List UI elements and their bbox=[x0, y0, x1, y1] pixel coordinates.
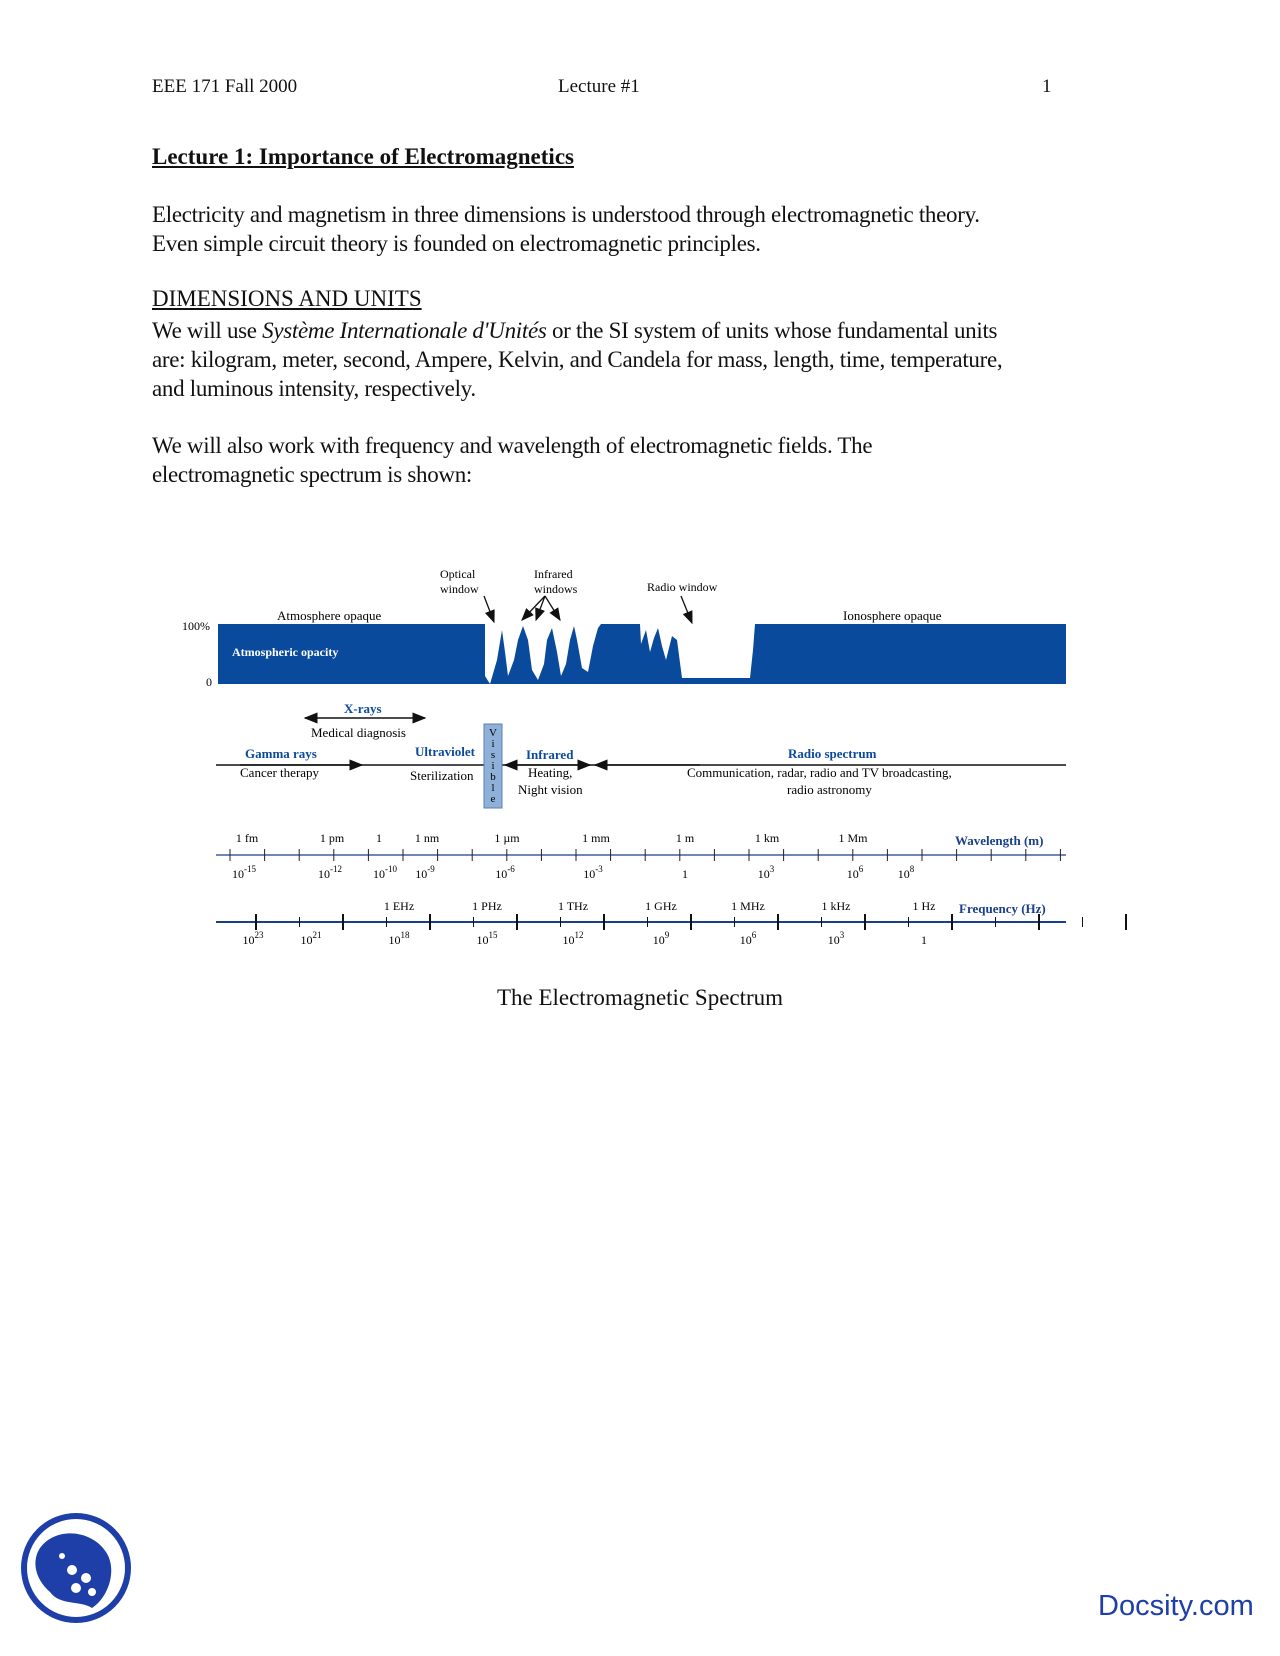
optical-window-label-2: window bbox=[440, 582, 479, 596]
wavelength-unit-label: 1 Mm bbox=[838, 831, 868, 845]
optical-window-label-1: Optical bbox=[440, 567, 476, 581]
docsity-watermark: Docsity.com bbox=[1098, 1590, 1254, 1622]
figure-caption: The Electromagnetic Spectrum bbox=[496, 985, 784, 1010]
wavelength-unit-label: 1 km bbox=[754, 831, 780, 845]
gamma-label: Gamma rays bbox=[245, 746, 317, 761]
wavelength-unit-label: 1 m bbox=[675, 831, 695, 845]
xrays-use: Medical diagnosis bbox=[311, 725, 406, 740]
units-line-2: are: kilogram, meter, second, Ampere, Kelvin, and Candela for mass, length, time, temperature, bbox=[152, 347, 1003, 372]
wavelength-unit-label: 1 mm bbox=[582, 831, 610, 845]
wavelength-exponent-label: $10^{-15}$ bbox=[232, 864, 256, 881]
frequency-unit-label: 1 Hz bbox=[912, 899, 936, 913]
radio-use-2: radio astronomy bbox=[787, 782, 872, 797]
wavelength-unit-label: 1 fm bbox=[235, 831, 259, 845]
wavelength-exponent-label: $10^6$ bbox=[846, 864, 864, 881]
frequency-unit-label: 1 THz bbox=[557, 899, 589, 913]
uv-use: Sterilization bbox=[410, 768, 474, 783]
visible-letter: i bbox=[491, 760, 495, 772]
radio-window-arrow bbox=[681, 596, 692, 623]
atmosphere-opaque-label: Atmosphere opaque bbox=[277, 608, 382, 623]
intro-line-2: Even simple circuit theory is founded on electromagnetic principles. bbox=[152, 231, 761, 256]
wavelength-unit-labels bbox=[236, 831, 868, 845]
visible-letter: s bbox=[490, 749, 496, 761]
wavelength-unit-label: 1 pm bbox=[319, 831, 345, 845]
atmospheric-opacity-curve bbox=[218, 624, 1066, 684]
wavelength-unit-label: 1 bbox=[376, 831, 382, 845]
units-line-3: and luminous intensity, respectively. bbox=[152, 376, 476, 401]
frequency-exponent-label: 1 bbox=[921, 933, 927, 947]
frequency-unit-label: 1 GHz bbox=[645, 899, 677, 913]
frequency-exponent-label: $10^6$ bbox=[739, 930, 757, 947]
spectrum-intro-line-1: We will also work with frequency and wavelength of electromagnetic fields. The bbox=[152, 433, 873, 458]
visible-letter: b bbox=[490, 771, 496, 783]
frequency-exponent-label: $10^9$ bbox=[652, 930, 670, 947]
infrared-windows-label-1: Infrared bbox=[534, 567, 573, 581]
section-heading-units: DIMENSIONS AND UNITS bbox=[152, 286, 422, 311]
infrared-label: Infrared bbox=[526, 747, 574, 762]
wavelength-exponent-label: $10^{-10}$ bbox=[373, 864, 397, 881]
frequency-unit-label: 1 kHz bbox=[821, 899, 851, 913]
infrared-use-1: Heating, bbox=[528, 765, 573, 780]
frequency-unit-label: 1 MHz bbox=[731, 899, 765, 913]
spectrum-intro-line-2: electromagnetic spectrum is shown: bbox=[152, 462, 473, 487]
radio-use-1: Communication, radar, radio and TV broadcasting, bbox=[687, 765, 952, 780]
wavelength-exponent-label: 1 bbox=[682, 867, 688, 881]
wavelength-unit-label: 1 nm bbox=[414, 831, 440, 845]
wavelength-exponent-label: $10^{-9}$ bbox=[415, 864, 435, 881]
radio-label: Radio spectrum bbox=[788, 746, 877, 761]
opacity-axis-0: 0 bbox=[206, 675, 212, 689]
ionosphere-opaque-label: Ionosphere opaque bbox=[843, 608, 942, 623]
docsity-logo-icon bbox=[20, 1512, 132, 1624]
visible-letter: e bbox=[490, 793, 496, 805]
frequency-exponent-label: $10^{21}$ bbox=[300, 930, 322, 947]
infrared-windows-label-2: windows bbox=[534, 582, 578, 596]
opacity-axis-100: 100% bbox=[182, 619, 210, 633]
xrays-label: X-rays bbox=[344, 701, 382, 716]
visible-letter: i bbox=[491, 738, 495, 750]
infrared-window-arrow-1 bbox=[522, 596, 545, 620]
frequency-unit-label: 1 EHz bbox=[383, 899, 415, 913]
visible-letter: l bbox=[491, 782, 495, 794]
frequency-exponent-label: $10^{15}$ bbox=[476, 930, 498, 947]
infrared-window-arrow-3 bbox=[545, 596, 560, 620]
frequency-exponent-label: $10^{23}$ bbox=[242, 930, 264, 947]
gamma-use: Cancer therapy bbox=[240, 765, 320, 780]
page-number: 1 bbox=[1042, 76, 1052, 97]
visible-letter: V bbox=[489, 727, 497, 739]
frequency-exponent-label: $10^{12}$ bbox=[562, 930, 584, 947]
wavelength-axis-label: Wavelength (m) bbox=[955, 833, 1044, 848]
wavelength-exponent-label: $10^{-3}$ bbox=[583, 864, 603, 881]
atmospheric-opacity-label: Atmospheric opacity bbox=[232, 645, 339, 659]
radio-window-label: Radio window bbox=[647, 580, 718, 594]
optical-window-arrow bbox=[484, 596, 494, 622]
intro-line-1: Electricity and magnetism in three dimensions is understood through electromagnetic theory. bbox=[152, 202, 980, 227]
si-name: Système Internationale d'Unités bbox=[262, 318, 547, 343]
running-header-lecture: Lecture #1 bbox=[558, 76, 640, 97]
wavelength-exponent-label: $10^3$ bbox=[757, 864, 775, 881]
frequency-ticks bbox=[256, 914, 1126, 930]
frequency-axis-label: Frequency (Hz) bbox=[959, 901, 1046, 916]
wavelength-exponent-label: $10^{-6}$ bbox=[495, 864, 515, 881]
wavelength-exponent-label: $10^8$ bbox=[897, 864, 915, 881]
wavelength-exponent-labels bbox=[232, 864, 915, 881]
frequency-exponent-label: $10^3$ bbox=[827, 930, 845, 947]
frequency-unit-label: 1 PHz bbox=[472, 899, 502, 913]
frequency-exponent-labels bbox=[243, 930, 928, 947]
units-line-1: We will use Système Internationale d'Unités or the SI system of units whose fundamental units bbox=[152, 318, 998, 343]
lecture-title: Lecture 1: Importance of Electromagnetics bbox=[152, 144, 574, 169]
uv-label: Ultraviolet bbox=[415, 744, 475, 759]
frequency-exponent-label: $10^{18}$ bbox=[388, 930, 410, 947]
running-header-course: EEE 171 Fall 2000 bbox=[152, 76, 298, 97]
wavelength-exponent-label: $10^{-12}$ bbox=[318, 864, 342, 881]
infrared-use-2: Night vision bbox=[518, 782, 583, 797]
frequency-unit-labels bbox=[384, 899, 936, 913]
infrared-window-arrow-2 bbox=[536, 596, 545, 620]
wavelength-unit-label: 1 µm bbox=[494, 831, 520, 845]
